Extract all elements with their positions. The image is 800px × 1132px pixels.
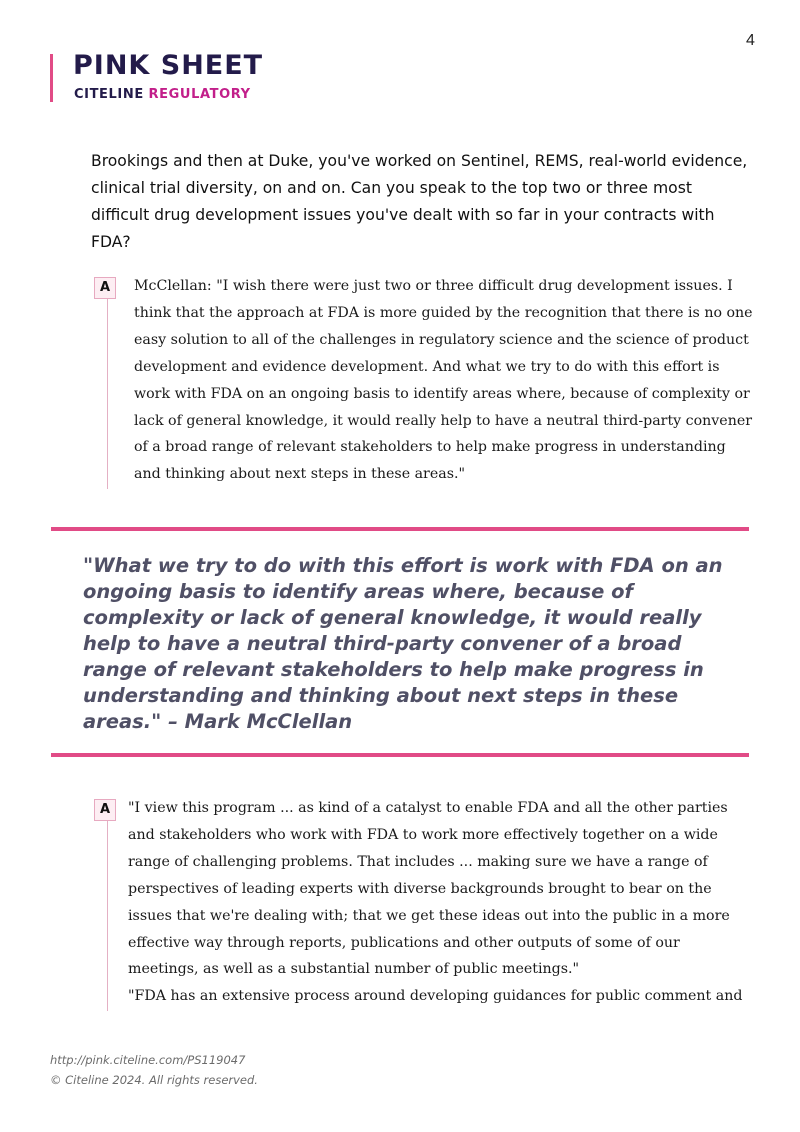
- answer-paragraph: "I view this program ... as kind of a catalyst to enable FDA and all the other parties and stakeholders who work with FDA to work more effectively together on a wide range of challenging problems. That includes ... making sure we have a range of perspectives of leading experts with diverse backgrounds brought to bear on the issues that we're dealing with; that we get these ideas out into the public in a more effective way through reports, publications and other outputs of some of our meetings, as well as a substantial number of public meetings.": [128, 800, 730, 978]
- interview-question: Brookings and then at Duke, you've worked on Sentinel, REMS, real-world evidence, clinical trial diversity, on and on. Can you speak to the top two or three most difficult drug development issues you've dealt with so far in your contracts with FDA?: [91, 152, 748, 251]
- answer-text: [134, 273, 754, 488]
- logo-title: PINK SHEET: [73, 50, 264, 81]
- answer-paragraph: McClellan: "I wish there were just two or three difficult drug development issues. I think that the approach at FDA is more guided by the recognition that there is no one easy solution to all of the challenges in regulatory science and the science of product development and evidence development. And what we try to do with this effort is work with FDA on an ongoing basis to identify areas where, because of complexity or lack of general knowledge, it would really help to have a neutral third-party convener of a broad range of relevant stakeholders to help make progress in understanding and thinking about next steps in these areas.": [134, 278, 753, 483]
- footer-url: http://pink.citeline.com/PS119047: [50, 1053, 246, 1067]
- answer-rule-line: [107, 299, 108, 489]
- logo-subtitle: [74, 87, 251, 102]
- logo-sub-secondary: REGULATORY: [148, 87, 251, 102]
- answer-badge: A: [94, 277, 116, 299]
- answer-rule-line: [107, 821, 108, 1011]
- logo-accent-bar: [50, 54, 53, 102]
- quote-top-rule: [51, 527, 749, 531]
- answer-paragraph: "FDA has an extensive process around developing guidances for public comment and: [128, 988, 743, 1005]
- answer-badge: A: [94, 799, 116, 821]
- footer-copyright: © Citeline 2024. All rights reserved.: [50, 1073, 258, 1087]
- pull-quote: "What we try to do with this effort is work with FDA on an ongoing basis to identify areas where, because of complexity or lack of general knowledge, it would really help to have a neutral third-party convener of a broad range of relevant stakeholders to help make progress in understanding and thinking about next steps in these areas." – Mark McClellan: [83, 554, 723, 733]
- quote-bottom-rule: [51, 753, 749, 757]
- page-number: 4: [746, 32, 755, 49]
- answer-text: [128, 795, 754, 1010]
- logo-sub-primary: CITELINE: [74, 87, 144, 102]
